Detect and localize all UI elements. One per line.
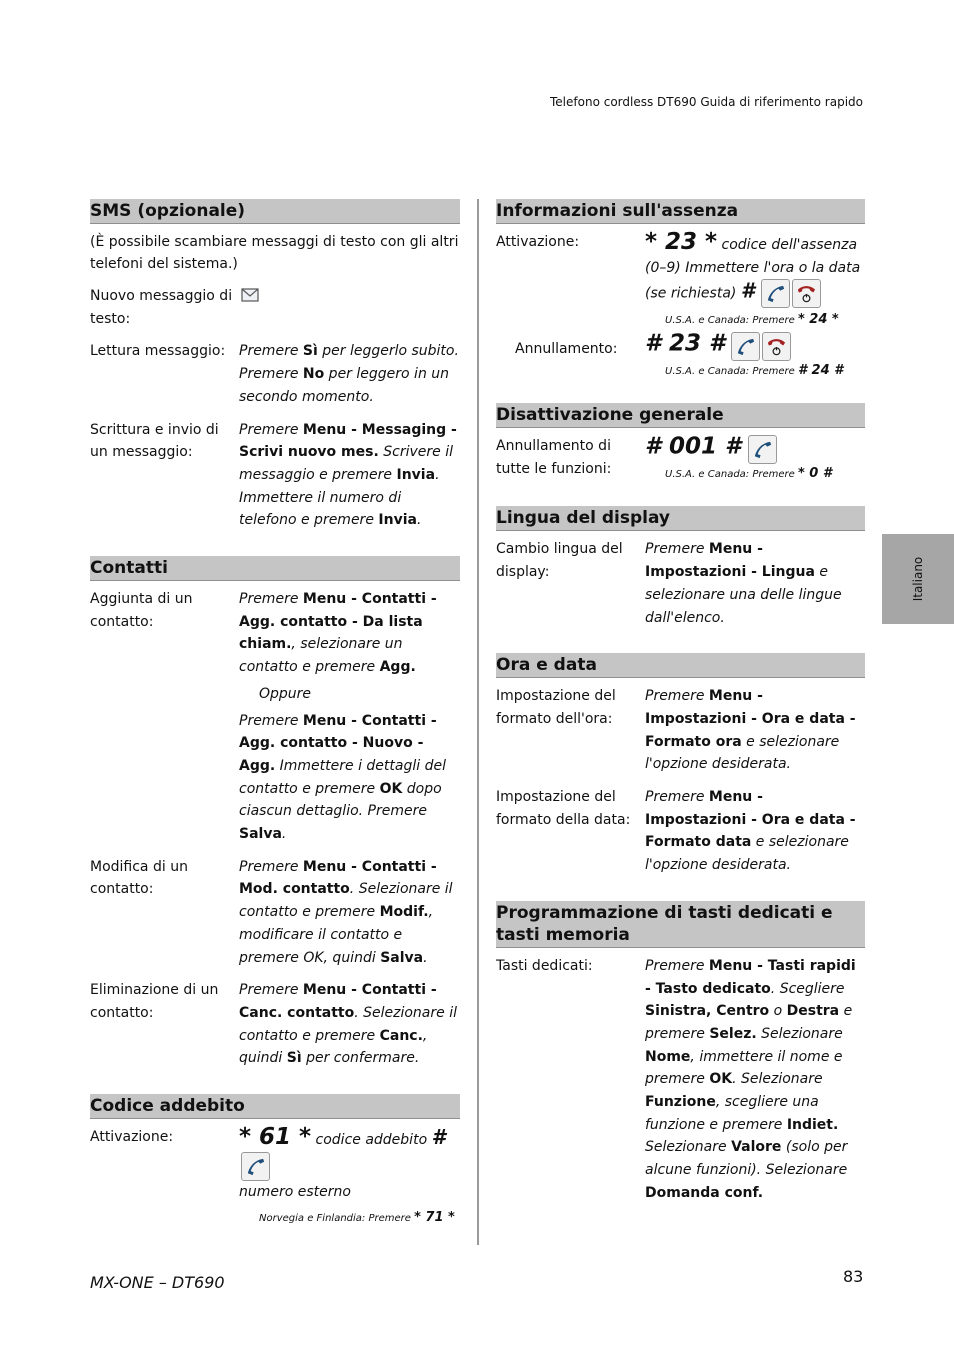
bold-term: Menu - Impostazioni - Ora e data - Formato ora bbox=[645, 688, 856, 750]
bold-term: Sì bbox=[302, 343, 318, 360]
bold-term: Indiet. bbox=[786, 1116, 839, 1133]
row-label: Aggiunta di un contatto: bbox=[90, 591, 193, 630]
language-side-tab bbox=[882, 534, 954, 624]
instruction-text: Selezionare bbox=[756, 1025, 843, 1042]
row-billing-activation bbox=[90, 1126, 460, 1225]
bold-term: Salva bbox=[239, 826, 282, 843]
row-label: Tasti dedicati: bbox=[496, 957, 593, 974]
bold-term: Modif. bbox=[379, 904, 429, 921]
row-label: Annullamento: bbox=[515, 341, 618, 358]
call-icon bbox=[761, 279, 790, 308]
bold-term: Invia bbox=[378, 512, 417, 529]
instruction-text: Premere bbox=[645, 541, 709, 558]
bold-term: Menu - Impostazioni - Ora e data - Formato data bbox=[645, 789, 856, 851]
bold-term: Menu - Contatti - Agg. contatto - Nuovo - Agg. bbox=[239, 712, 437, 774]
row-dedicated-keys bbox=[496, 955, 865, 1205]
section-heading-billing: Codice addebito bbox=[90, 1094, 460, 1119]
row-text bbox=[645, 332, 865, 379]
row-text bbox=[645, 955, 865, 1205]
row-text bbox=[645, 231, 865, 328]
general-code: # 001 # bbox=[645, 433, 742, 460]
note-text: U.S.A. e Canada: Premere bbox=[665, 366, 795, 378]
section-heading-absence: Informazioni sull'assenza bbox=[496, 199, 865, 224]
absence-cancel-code: # 23 # bbox=[645, 330, 726, 357]
row-text bbox=[645, 786, 865, 877]
bold-term: Menu - Tasti rapidi - Tasto dedicato bbox=[645, 957, 856, 997]
row-text bbox=[239, 419, 460, 533]
bold-term: Sì bbox=[286, 1050, 302, 1067]
bold-term: OK bbox=[379, 780, 403, 797]
bold-term: Menu - Impostazioni - Lingua bbox=[645, 541, 815, 581]
row-text bbox=[239, 710, 460, 846]
instruction-text: Scrivere il messaggio e premere bbox=[239, 444, 453, 483]
bold-term: Menu - Contatti - Agg. contatto - Da lista chiam. bbox=[239, 591, 437, 653]
end-call-icon bbox=[792, 279, 821, 308]
instruction-text: (solo per alcune funzioni). Selezionare bbox=[645, 1139, 848, 1179]
instruction-text: per leggerlo subito. Premere bbox=[239, 343, 459, 383]
end-call-icon bbox=[762, 332, 791, 361]
row-text bbox=[645, 435, 865, 482]
bold-term: Valore bbox=[731, 1139, 782, 1156]
row-add-contact-new bbox=[90, 710, 460, 846]
instruction-text: e selezionare l'opzione desiderata. bbox=[645, 733, 840, 773]
note-text: U.S.A. e Canada: Premere bbox=[665, 315, 795, 327]
absence-hash: # bbox=[740, 278, 755, 303]
row-label: Scrittura e invio di un messaggio: bbox=[90, 421, 219, 461]
row-label: Eliminazione di un contatto: bbox=[90, 982, 219, 1021]
right-column bbox=[496, 199, 865, 1215]
note-text: U.S.A. e Canada: Premere bbox=[665, 469, 795, 481]
sms-intro: (È possibile scambiare messaggi di testo con gli altri telefoni del sistema.) bbox=[90, 234, 459, 272]
instruction-text: . Immettere il numero di telefono e premere bbox=[239, 466, 440, 529]
instruction-text: Premere bbox=[239, 982, 303, 999]
left-column bbox=[90, 199, 460, 1236]
row-label: Attivazione: bbox=[90, 1129, 174, 1146]
row-language bbox=[496, 538, 865, 629]
footer-product: MX-ONE – DT690 bbox=[90, 1273, 225, 1292]
note-text: Norvegia e Finlandia: Premere bbox=[259, 1212, 411, 1224]
section-heading-language: Lingua del display bbox=[496, 506, 865, 531]
billing-code: * 61 * bbox=[239, 1124, 312, 1151]
row-label-empty bbox=[90, 683, 239, 706]
bold-term: Sinistra, Centro bbox=[645, 1003, 770, 1020]
bold-term: Menu - Messaging - Scrivi nuovo mes. bbox=[239, 421, 457, 461]
section-heading-general: Disattivazione generale bbox=[496, 403, 865, 428]
row-text bbox=[645, 538, 865, 629]
instruction-text: e selezionare l'opzione desiderata. bbox=[645, 834, 849, 874]
instruction-text: Premere bbox=[645, 957, 709, 974]
row-absence-activation bbox=[496, 231, 865, 328]
row-text bbox=[239, 588, 460, 679]
bold-term: Funzione bbox=[645, 1094, 716, 1111]
row-label: Attivazione: bbox=[496, 234, 580, 250]
bold-term: Selez. bbox=[709, 1025, 757, 1042]
instruction-text: dopo ciascun dettaglio. Premere bbox=[239, 780, 442, 820]
instruction-text: Premere bbox=[239, 712, 303, 729]
instruction-text: . bbox=[423, 949, 428, 966]
instruction-text: . bbox=[281, 826, 287, 843]
row-or bbox=[90, 683, 460, 706]
row-date-format bbox=[496, 786, 865, 877]
instruction-text: . Selezionare il contatto e premere bbox=[239, 1004, 457, 1044]
instruction-text: o bbox=[769, 1003, 787, 1020]
billing-desc: codice addebito bbox=[315, 1132, 428, 1149]
instruction-text: Premere bbox=[645, 789, 709, 806]
row-text bbox=[645, 685, 865, 776]
section-heading-keys: Programmazione di tasti dedicati e tasti memoria bbox=[496, 901, 865, 948]
bold-term: Canc. bbox=[379, 1027, 423, 1044]
row-general-cancel bbox=[496, 435, 865, 482]
row-text bbox=[239, 285, 460, 330]
row-edit-contact bbox=[90, 856, 460, 970]
note-code: # 24 # bbox=[797, 363, 844, 379]
row-delete-contact bbox=[90, 979, 460, 1070]
bold-term: Menu - Contatti - Mod. contatto bbox=[239, 858, 437, 898]
row-text bbox=[239, 340, 460, 408]
instruction-text: Premere bbox=[239, 343, 303, 360]
row-read-message bbox=[90, 340, 460, 408]
instruction-text: . bbox=[416, 512, 422, 529]
column-divider bbox=[477, 199, 479, 1245]
row-label: Impostazione del formato della data: bbox=[496, 789, 631, 828]
bold-term: Domanda conf. bbox=[645, 1184, 764, 1201]
row-label: Impostazione del formato dell'ora: bbox=[496, 688, 616, 727]
call-icon bbox=[731, 332, 760, 361]
note-code: * 71 * bbox=[414, 1209, 455, 1225]
instruction-text: . Selezionare il contatto e premere bbox=[239, 881, 453, 921]
row-label: Modifica di un contatto: bbox=[90, 858, 188, 898]
bold-term: Agg. bbox=[379, 659, 416, 676]
instruction-text: Selezionare bbox=[645, 1139, 732, 1156]
instruction-text: . Scegliere bbox=[770, 980, 845, 997]
bold-term: Menu - Contatti - Canc. contatto bbox=[239, 982, 437, 1021]
call-icon bbox=[241, 1152, 270, 1181]
row-absence-cancel bbox=[496, 332, 865, 379]
or-text: Oppure bbox=[259, 685, 312, 702]
row-label: Annullamento di tutte le funzioni: bbox=[496, 438, 612, 478]
bold-term: Nome bbox=[645, 1048, 691, 1065]
instruction-text: Premere bbox=[645, 688, 709, 705]
row-add-contact bbox=[90, 588, 460, 679]
instruction-text: Premere bbox=[239, 858, 303, 875]
instruction-text: Premere bbox=[239, 591, 303, 608]
row-new-message bbox=[90, 285, 460, 330]
instruction-text: Immettere i dettagli del contatto e premere bbox=[239, 757, 446, 797]
section-heading-contacts: Contatti bbox=[90, 556, 460, 581]
row-label: Nuovo messaggio di testo: bbox=[90, 288, 233, 327]
page-number: 83 bbox=[843, 1267, 864, 1286]
absence-note bbox=[645, 312, 865, 328]
bold-term: Invia bbox=[396, 466, 436, 483]
note-code: * 24 * bbox=[797, 312, 839, 328]
row-write-message bbox=[90, 419, 460, 533]
instruction-text: , quindi bbox=[239, 1027, 428, 1067]
bold-term: No bbox=[302, 366, 325, 383]
instruction-text: e selezionare una delle lingue dall'elenco. bbox=[645, 564, 842, 626]
section-heading-sms: SMS (opzionale) bbox=[90, 199, 460, 224]
section-heading-datetime: Ora e data bbox=[496, 653, 865, 678]
billing-hash: # bbox=[431, 1125, 446, 1150]
absence-code: * 23 * bbox=[645, 229, 718, 255]
row-label: Lettura messaggio: bbox=[90, 343, 226, 360]
running-header: Telefono cordless DT690 Guida di riferimento rapido bbox=[550, 95, 863, 109]
bold-term: Salva bbox=[380, 949, 424, 966]
row-text bbox=[239, 979, 460, 1070]
row-label-empty bbox=[90, 710, 239, 846]
instruction-text: , immettere il nome e premere bbox=[645, 1048, 843, 1088]
general-note bbox=[645, 466, 865, 482]
row-text bbox=[239, 1126, 460, 1225]
instruction-text: per leggero in un secondo momento. bbox=[239, 366, 450, 405]
instruction-text: e premere bbox=[645, 1003, 853, 1042]
envelope-icon bbox=[239, 285, 261, 313]
instruction-text: , selezionare un contatto e premere bbox=[239, 636, 403, 676]
billing-desc2: numero esterno bbox=[239, 1183, 351, 1200]
side-tab-label: Italiano bbox=[911, 556, 925, 602]
row-text bbox=[239, 856, 460, 970]
billing-note bbox=[239, 1210, 460, 1226]
instruction-text: per confermare. bbox=[301, 1050, 420, 1067]
note-code: * 0 # bbox=[797, 466, 832, 482]
bold-term: Destra bbox=[786, 1003, 840, 1020]
absence-cancel-note bbox=[645, 363, 865, 379]
instruction-text: , scegliere una funzione e premere bbox=[645, 1094, 819, 1133]
absence-desc: codice dell'assenza (0–9) Immettere l'ora o la data (se richiesta) bbox=[645, 237, 861, 302]
bold-term: OK bbox=[709, 1071, 733, 1088]
row-time-format bbox=[496, 685, 865, 776]
call-icon bbox=[748, 435, 777, 464]
instruction-text: , modificare il contatto e premere OK, quindi bbox=[239, 904, 434, 966]
instruction-text: . Selezionare bbox=[732, 1071, 823, 1088]
instruction-text: Premere bbox=[239, 421, 303, 438]
row-label: Cambio lingua del display: bbox=[496, 541, 623, 581]
